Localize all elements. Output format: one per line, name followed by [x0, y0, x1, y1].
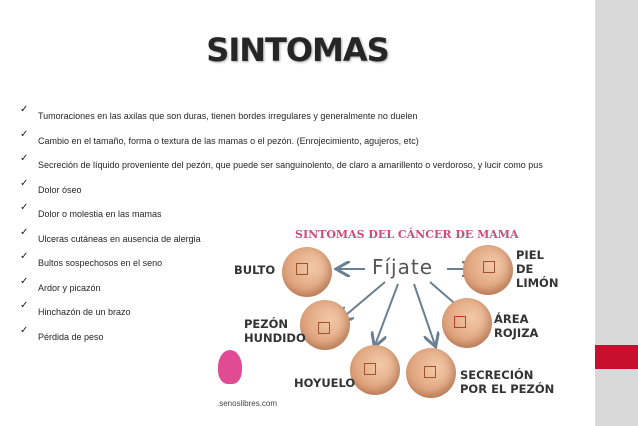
- website-caption: .senoslibres.com: [217, 399, 278, 408]
- label-line: PEZÓN: [244, 317, 289, 331]
- list-item-text: Ardor y picazón: [38, 282, 101, 293]
- list-item-text: Dolor o molestia en las mamas: [38, 209, 162, 219]
- list-item: [20, 153, 575, 178]
- breast-illustration-area: [442, 298, 492, 348]
- list-item: [20, 104, 575, 129]
- label-line: POR EL PEZÓN: [460, 382, 555, 396]
- list-item-text: Pérdida de peso: [38, 331, 104, 342]
- label-line: HUNDIDO: [244, 331, 306, 345]
- label-hoyuelo: HOYUELO: [294, 376, 356, 390]
- list-item: [20, 129, 575, 154]
- check-icon: ✓: [20, 300, 29, 311]
- label-secrecion: [460, 368, 554, 396]
- symptom-marker: [296, 263, 308, 275]
- sidebar-accent-bar: [595, 345, 638, 369]
- list-item-text: Cambio en el tamaño, forma o textura de las mamas o el pezón. (Enrojecimiento, agujeros, etc): [38, 135, 419, 146]
- breast-illustration-secrecion: [406, 348, 456, 398]
- check-icon: ✓: [20, 251, 29, 262]
- ribbon-logo-icon: [218, 350, 242, 384]
- list-item-text: Hinchazón de un brazo: [38, 307, 131, 317]
- label-bulto: BULTO: [234, 263, 276, 277]
- list-item: [20, 178, 575, 203]
- symptom-marker: [364, 363, 376, 375]
- check-icon: ✓: [20, 226, 29, 238]
- label-piel: [516, 248, 558, 290]
- check-icon: ✓: [20, 202, 29, 213]
- breast-illustration-pezon: [300, 300, 350, 350]
- label-line: DE: [516, 262, 534, 276]
- infographic-title: SINTOMAS DEL CÁNCER DE MAMA: [295, 228, 519, 241]
- breast-illustration-bulto: [282, 247, 332, 297]
- symptom-marker: [483, 261, 495, 273]
- symptom-marker: [454, 316, 466, 328]
- check-icon: ✓: [20, 324, 29, 336]
- breast-illustration-piel: [463, 245, 513, 295]
- label-line: ÁREA: [494, 312, 529, 326]
- list-item-text: Tumoraciones en las axilas que son duras, tienen bordes irregulares y generalmente no duelen: [38, 111, 418, 121]
- label-line: SECRECIÓN: [460, 368, 534, 382]
- check-icon: ✓: [20, 177, 29, 189]
- list-item-text: Bultos sospechosos en el seno: [38, 258, 163, 268]
- check-icon: ✓: [20, 275, 29, 287]
- breast-cancer-infographic: [210, 220, 595, 420]
- check-icon: ✓: [20, 153, 29, 164]
- check-icon: ✓: [20, 104, 29, 115]
- label-line: LIMÓN: [516, 276, 559, 290]
- list-item-text: Ulceras cutáneas en ausencia de alergia: [38, 233, 201, 244]
- symptom-marker: [424, 366, 436, 378]
- check-icon: ✓: [20, 128, 29, 140]
- list-item-text: Secreción de líquido proveniente del pezón, que puede ser sanguinolento, de claro a amarillento o verdoroso, y lucir como pus: [38, 160, 543, 170]
- label-line: PIEL: [516, 248, 544, 262]
- infographic-center-label: Fíjate: [372, 255, 434, 279]
- label-area-rojiza: [494, 312, 538, 340]
- slide-title: SINTOMAS: [206, 31, 389, 69]
- label-line: ROJIZA: [494, 326, 539, 340]
- breast-illustration-hoyuelo: [350, 345, 400, 395]
- list-item-text: Dolor óseo: [38, 184, 82, 195]
- label-pezon-hundido: [244, 317, 306, 345]
- symptom-marker: [318, 322, 330, 334]
